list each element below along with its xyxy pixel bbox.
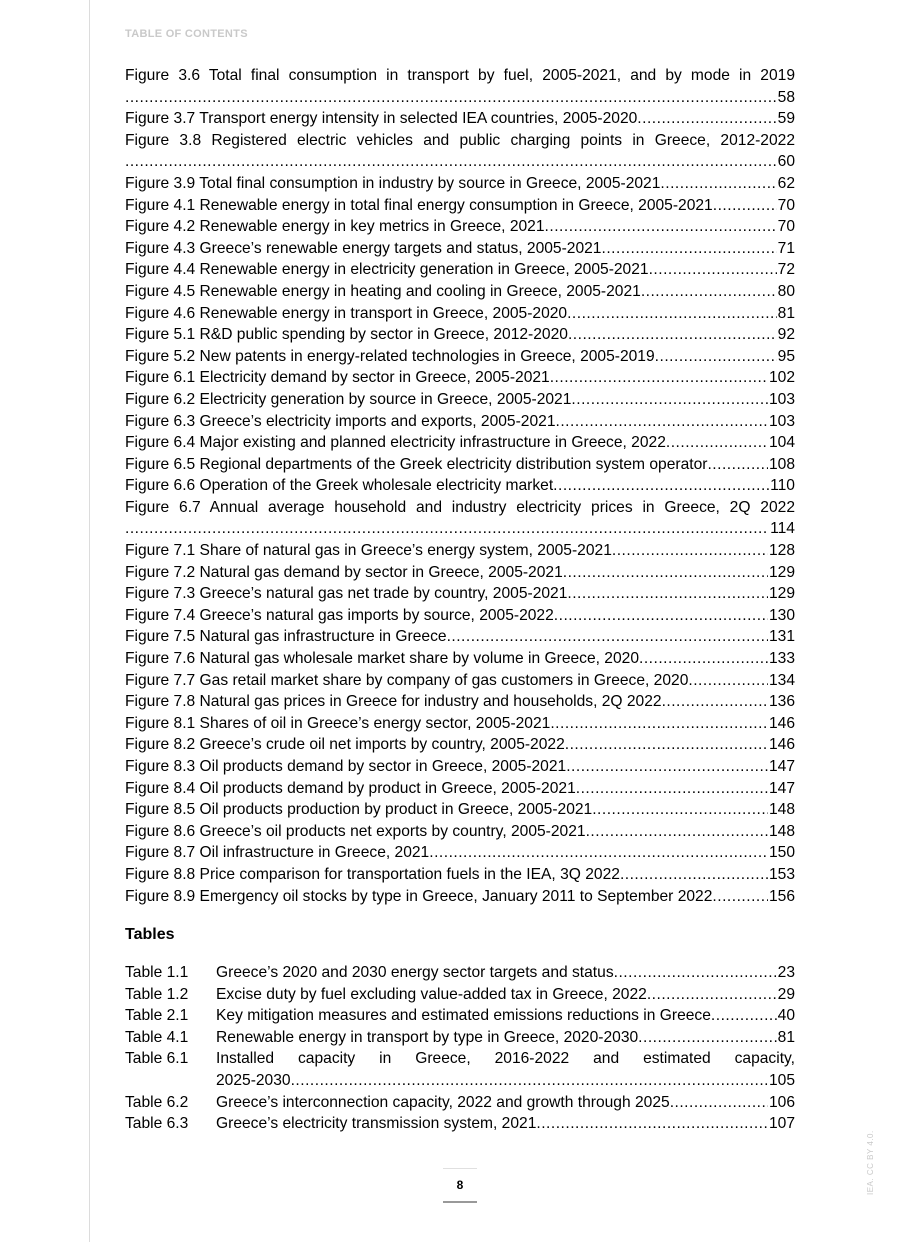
toc-figure-entry[interactable]	[125, 713, 795, 735]
toc-entry-title: Figure 6.6 Operation of the Greek wholesale electricity market	[125, 477, 554, 495]
toc-page-number: 156	[768, 887, 795, 905]
toc-figure-entry[interactable]	[125, 475, 795, 497]
leader-dots	[586, 821, 768, 843]
toc-figure-entry[interactable]	[125, 670, 795, 692]
leader-dots	[567, 583, 768, 605]
toc-page-number: 23	[777, 964, 795, 981]
toc-figure-entry[interactable]	[125, 605, 795, 627]
toc-page-number: 148	[768, 801, 795, 819]
toc-entry-title: Greece’s interconnection capacity, 2022 and growth through 2025	[216, 1093, 670, 1111]
toc-page-number: 136	[768, 693, 795, 711]
leader-dots	[707, 454, 768, 476]
toc-page-number: 102	[768, 369, 795, 387]
toc-page-number: 103	[768, 412, 795, 430]
toc-figure-entry[interactable]	[125, 842, 795, 864]
toc-figure-entry[interactable]	[125, 389, 795, 411]
toc-entry-title: Greece’s 2020 and 2030 energy sector targets and status	[216, 964, 614, 981]
leader-dots	[125, 87, 777, 109]
leader-dots	[688, 670, 768, 692]
leader-dots	[638, 1027, 776, 1049]
toc-figure-entry[interactable]	[125, 238, 795, 260]
leader-dots	[662, 691, 768, 713]
toc-page-number: 129	[768, 563, 795, 581]
toc-page-number: 108	[768, 455, 795, 473]
section-header: TABLE OF CONTENTS	[125, 28, 248, 40]
toc-page-number: 133	[768, 650, 795, 668]
leader-dots	[566, 756, 768, 778]
left-margin-rule	[89, 0, 90, 1242]
leader-dots	[447, 626, 768, 648]
toc-entry-title: Figure 4.3 Greece’s renewable energy targets and status, 2005-2021	[125, 239, 602, 257]
toc-figure-entry[interactable]	[125, 195, 795, 217]
leader-dots	[571, 389, 768, 411]
toc-entry-title: Figure 6.3 Greece’s electricity imports and exports, 2005-2021	[125, 412, 556, 430]
tables-heading: Tables	[125, 926, 175, 943]
leader-dots	[713, 195, 777, 217]
toc-entry-title: Figure 4.5 Renewable energy in heating and cooling in Greece, 2005-2021	[125, 282, 641, 300]
toc-page-number: 130	[768, 606, 795, 624]
toc-page-number: 147	[768, 758, 795, 775]
toc-entry-title: Figure 3.9 Total final consumption in industry by source in Greece, 2005-2021	[125, 174, 661, 192]
toc-figure-entry[interactable]	[125, 497, 795, 540]
toc-page-number: 104	[768, 434, 795, 452]
toc-entry-title: Figure 7.1 Share of natural gas in Greece’s energy system, 2005-2021	[125, 542, 612, 560]
toc-page-number: 80	[777, 282, 795, 300]
toc-figure-entry[interactable]	[125, 864, 795, 886]
toc-entry-title: Figure 7.5 Natural gas infrastructure in Greece	[125, 628, 447, 646]
leader-dots	[711, 1005, 777, 1027]
license-watermark: IEA. CC BY 4.0.	[866, 1130, 875, 1195]
toc-figure-entry[interactable]	[125, 562, 795, 584]
table-number: Table 1.2	[125, 985, 189, 1003]
toc-page-number: 148	[768, 822, 795, 840]
toc-entry-title: Figure 4.6 Renewable energy in transport in Greece, 2005-2020	[125, 304, 568, 322]
toc-figure-entry[interactable]	[125, 346, 795, 368]
leader-dots	[563, 562, 768, 584]
toc-figure-entry[interactable]	[125, 821, 795, 843]
toc-entry-title: Figure 4.2 Renewable energy in key metrics in Greece, 2021	[125, 218, 545, 236]
toc-entry-title: Figure 7.8 Natural gas prices in Greece for industry and households, 2Q 2022	[125, 693, 662, 711]
toc-entry-title: Figure 8.9 Emergency oil stocks by type in Greece, January 2011 to September 2022	[125, 887, 713, 905]
toc-entry-title: Figure 6.5 Regional departments of the Greek electricity distribution system operator	[125, 455, 708, 473]
leader-dots	[536, 1113, 768, 1135]
toc-entry-title: Figure 7.6 Natural gas wholesale market share by volume in Greece, 2020	[125, 650, 639, 668]
leader-dots	[670, 1092, 768, 1114]
toc-table-entry[interactable]	[125, 962, 795, 984]
leader-dots	[602, 238, 777, 260]
toc-entry-title: Excise duty by fuel excluding value-added tax in Greece, 2022	[216, 985, 647, 1003]
toc-page-number: 70	[777, 196, 795, 214]
leader-dots	[666, 432, 768, 454]
toc-table-entry[interactable]	[125, 1113, 795, 1135]
toc-figure-entry[interactable]	[125, 756, 795, 778]
toc-entry-title: Figure 6.4 Major existing and planned electricity infrastructure in Greece, 2022	[125, 434, 666, 452]
toc-entry-title: Figure 5.1 R&D public spending by sector in Greece, 2012-2020	[125, 326, 568, 344]
toc-page-number: 71	[777, 239, 795, 257]
toc-figure-entry[interactable]	[125, 303, 795, 325]
toc-page-number: 153	[768, 865, 795, 883]
toc-entry-title: Figure 8.4 Oil products demand by product in Greece, 2005-2021	[125, 779, 576, 797]
leader-dots	[553, 475, 769, 497]
toc-page-number: 146	[768, 736, 795, 754]
toc-page-number: 150	[768, 844, 795, 862]
toc-table-entry[interactable]	[125, 1027, 795, 1049]
leader-dots	[125, 518, 769, 540]
toc-entry-title: Figure 6.2 Electricity generation by source in Greece, 2005-2021	[125, 390, 572, 408]
toc-page-number: 147	[768, 779, 795, 797]
toc-page-number: 107	[768, 1115, 795, 1133]
leader-dots	[556, 411, 768, 433]
toc-page-number: 134	[768, 671, 795, 689]
toc-entry-title: Figure 4.4 Renewable energy in electricity generation in Greece, 2005-2021	[125, 261, 649, 279]
toc-page-number: 70	[777, 218, 795, 236]
leader-dots	[125, 151, 777, 173]
toc-entry-title: Figure 5.2 New patents in energy-related technologies in Greece, 2005-2019	[125, 347, 655, 365]
toc-page-number: 105	[768, 1071, 795, 1089]
toc-page-number: 62	[777, 174, 795, 192]
toc-figure-entry[interactable]	[125, 691, 795, 713]
toc-page-number: 81	[777, 304, 795, 322]
leader-dots	[545, 216, 777, 238]
toc-entry-title: Key mitigation measures and estimated emissions reductions in Greece	[216, 1007, 711, 1025]
leader-dots	[649, 259, 777, 281]
toc-page-number: 72	[777, 261, 795, 279]
leader-dots	[291, 1070, 768, 1092]
toc-entry-title: Figure 8.7 Oil infrastructure in Greece, 2021	[125, 844, 430, 862]
toc-page-number: 95	[777, 347, 795, 365]
toc-table-entry[interactable]	[125, 1048, 795, 1091]
table-number: Table 6.3	[125, 1115, 189, 1133]
toc-page-number: 128	[768, 542, 795, 560]
toc-figure-entry[interactable]	[125, 626, 795, 648]
toc-figure-entry[interactable]	[125, 540, 795, 562]
toc-figure-entry[interactable]	[125, 648, 795, 670]
leader-dots	[567, 303, 777, 325]
leader-dots	[639, 648, 768, 670]
toc-figure-entry[interactable]	[125, 583, 795, 605]
toc-figure-entry[interactable]	[125, 411, 795, 433]
toc-page-number: 110	[770, 477, 795, 495]
leader-dots	[641, 281, 777, 303]
toc-figure-entry[interactable]	[125, 281, 795, 303]
toc-figure-entry[interactable]	[125, 778, 795, 800]
toc-table-entry[interactable]	[125, 1005, 795, 1027]
toc-entry-title: Figure 7.7 Gas retail market share by company of gas customers in Greece, 2020	[125, 671, 689, 689]
toc-entry-title: Figure 4.1 Renewable energy in total final energy consumption in Greece, 2005-2021	[125, 196, 713, 214]
leader-dots	[614, 962, 777, 984]
leader-dots	[655, 346, 777, 368]
toc-page-number: 81	[777, 1028, 795, 1046]
toc-figure-entry[interactable]	[125, 65, 795, 108]
toc-entry-title-continued: 2025-2030	[216, 1071, 291, 1089]
table-number: Table 6.2	[125, 1093, 189, 1111]
toc-page-number: 40	[777, 1007, 795, 1025]
toc-figure-entry[interactable]	[125, 259, 795, 281]
toc-figure-entry[interactable]	[125, 324, 795, 346]
leader-dots	[660, 173, 776, 195]
toc-page-number: 103	[768, 390, 795, 408]
toc-entry-title: Figure 7.4 Greece’s natural gas imports by source, 2005-2022	[125, 606, 554, 624]
leader-dots	[576, 778, 768, 800]
leader-dots	[565, 734, 768, 756]
leader-dots	[592, 799, 768, 821]
toc-entry-title: Figure 6.1 Electricity demand by sector in Greece, 2005-2021	[125, 369, 550, 387]
leader-dots	[568, 324, 777, 346]
toc-entry-title: Figure 3.8 Registered electric vehicles and public charging points in Greece, 2012-2022	[125, 131, 795, 149]
toc-page-number: 114	[770, 520, 795, 538]
toc-entry-title: Figure 8.3 Oil products demand by sector in Greece, 2005-2021	[125, 758, 567, 775]
toc-entry-title: Installed capacity in Greece, 2016-2022 and estimated capacity,	[216, 1050, 795, 1068]
table-number: Table 6.1	[125, 1050, 189, 1068]
toc-page-number: 146	[768, 714, 795, 732]
toc-page-number: 131	[768, 628, 795, 646]
toc-table-entry[interactable]	[125, 984, 795, 1006]
toc-entry-title: Figure 8.2 Greece’s crude oil net imports by country, 2005-2022	[125, 736, 565, 754]
toc-table-entry[interactable]	[125, 1092, 795, 1114]
leader-dots	[712, 886, 768, 908]
toc-page-number: 60	[777, 153, 795, 171]
toc-figure-entry[interactable]	[125, 886, 795, 908]
toc-page-number: 92	[777, 326, 795, 344]
toc-figure-entry[interactable]	[125, 432, 795, 454]
toc-entry-title: Greece’s electricity transmission system, 2021	[216, 1115, 537, 1133]
toc-figure-entry[interactable]	[125, 173, 795, 195]
toc-entry-title: Figure 8.5 Oil products production by product in Greece, 2005-2021	[125, 801, 593, 819]
toc-entry-title: Figure 3.6 Total final consumption in transport by fuel, 2005-2021, and by mode in 2019	[125, 67, 795, 84]
toc-figure-entry[interactable]	[125, 734, 795, 756]
leader-dots	[554, 605, 768, 627]
toc-entry-title: Figure 8.6 Greece’s oil products net exports by country, 2005-2021	[125, 822, 586, 840]
toc-figure-entry[interactable]	[125, 130, 795, 173]
toc-figure-entry[interactable]	[125, 216, 795, 238]
figure-list	[125, 65, 795, 907]
toc-entry-title: Figure 7.3 Greece’s natural gas net trade by country, 2005-2021	[125, 585, 568, 603]
toc-entry-title: Figure 8.1 Shares of oil in Greece’s energy sector, 2005-2021	[125, 714, 551, 732]
table-number: Table 1.1	[125, 964, 189, 981]
toc-figure-entry[interactable]	[125, 367, 795, 389]
leader-dots	[637, 108, 776, 130]
table-number: Table 2.1	[125, 1007, 189, 1025]
leader-dots	[612, 540, 768, 562]
leader-dots	[550, 367, 768, 389]
toc-page-number: 29	[777, 985, 795, 1003]
leader-dots	[620, 864, 768, 886]
toc-figure-entry[interactable]	[125, 799, 795, 821]
page-number: 8	[443, 1168, 477, 1203]
toc-entry-title: Figure 7.2 Natural gas demand by sector in Greece, 2005-2021	[125, 563, 563, 581]
toc-page-number: 106	[768, 1093, 795, 1111]
toc-page-number: 129	[768, 585, 795, 603]
table-list	[125, 962, 795, 1135]
leader-dots	[550, 713, 768, 735]
toc-figure-entry[interactable]	[125, 454, 795, 476]
leader-dots	[647, 984, 777, 1006]
table-number: Table 4.1	[125, 1028, 189, 1046]
toc-page-number: 58	[777, 88, 795, 106]
toc-entry-title: Figure 6.7 Annual average household and industry electricity prices in Greece, 2Q 2022	[125, 498, 795, 516]
toc-entry-title: Figure 3.7 Transport energy intensity in selected IEA countries, 2005-2020	[125, 110, 638, 128]
toc-figure-entry[interactable]	[125, 108, 795, 130]
toc-entry-title: Renewable energy in transport by type in Greece, 2020-2030	[216, 1028, 639, 1046]
toc-page-number: 59	[777, 110, 795, 128]
leader-dots	[429, 842, 768, 864]
toc-entry-title: Figure 8.8 Price comparison for transportation fuels in the IEA, 3Q 2022	[125, 865, 620, 883]
